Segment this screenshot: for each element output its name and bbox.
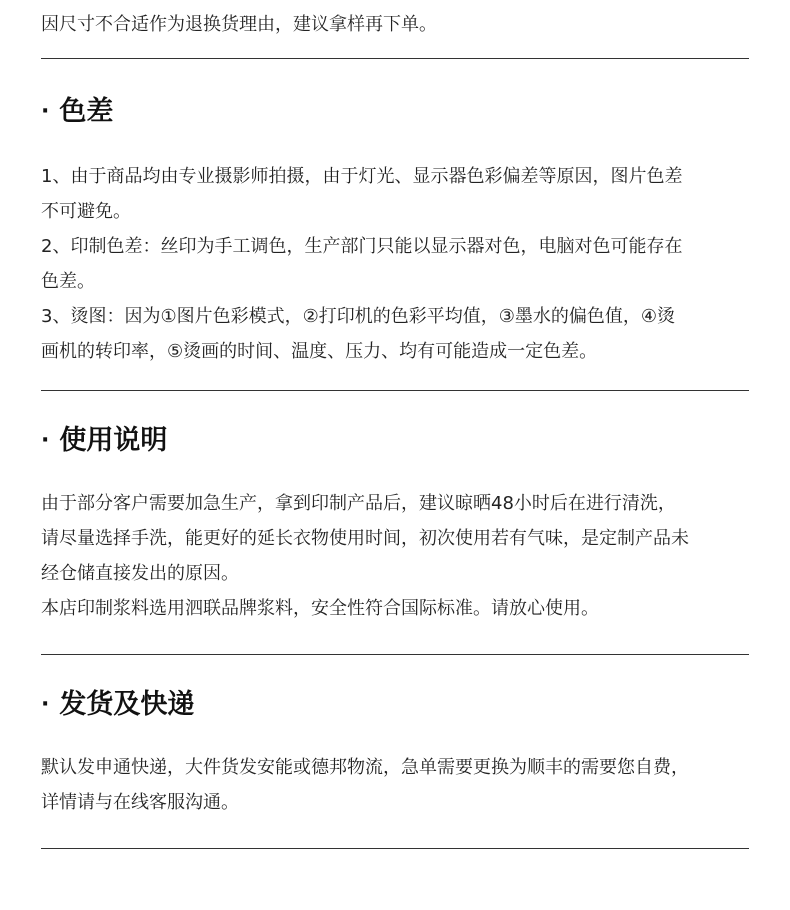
body-line: 默认发申通快递，大件货发安能或德邦物流，急单需要更换为顺丰的需要您自费， (41, 757, 689, 778)
body-line: 不可避免。 (41, 201, 131, 222)
section-body (41, 750, 749, 820)
section-title: 发货及快递 (59, 689, 195, 720)
body-line: 画机的转印率，⑤烫画的时间、温度、压力、均有可能造成一定色差。 (41, 341, 598, 362)
section-heading (41, 688, 749, 722)
product-notice (41, 0, 749, 849)
section-usage-instructions (41, 424, 749, 626)
bullet-icon: · (41, 692, 50, 717)
body-line: 1、由于商品均由专业摄影师拍摄，由于灯光、显示器色彩偏差等原因，图片色差 (41, 166, 683, 187)
bullet-icon: · (41, 99, 50, 124)
body-line: 经仓储直接发出的原因。 (41, 563, 239, 584)
divider (41, 390, 749, 391)
body-line: 请尽量选择手洗，能更好的延长衣物使用时间，初次使用若有气味，是定制产品未 (41, 528, 689, 549)
section-color-difference (41, 95, 749, 369)
section-shipping (41, 688, 749, 820)
section-body (41, 159, 749, 369)
body-line: 3、烫图：因为①图片色彩模式，②打印机的色彩平均值，③墨水的偏色值，④烫 (41, 306, 675, 327)
body-line: 色差。 (41, 271, 95, 292)
section-body (41, 486, 749, 626)
bullet-icon: · (41, 428, 50, 453)
section-title: 使用说明 (59, 425, 168, 456)
intro-text: 因尺寸不合适作为退换货理由，建议拿样再下单。 (41, 14, 437, 35)
section-heading (41, 95, 749, 129)
body-line: 由于部分客户需要加急生产，拿到印制产品后，建议晾晒48小时后在进行清洗， (41, 493, 676, 514)
body-line: 详情请与在线客服沟通。 (41, 792, 239, 813)
section-heading (41, 424, 749, 458)
divider (41, 848, 749, 849)
divider (41, 654, 749, 655)
section-title: 色差 (59, 96, 114, 127)
body-line: 2、印制色差：丝印为手工调色，生产部门只能以显示器对色，电脑对色可能存在 (41, 236, 683, 257)
divider (41, 58, 749, 59)
body-line: 本店印制浆料选用泗联品牌浆料，安全性符合国际标准。请放心使用。 (41, 598, 599, 619)
